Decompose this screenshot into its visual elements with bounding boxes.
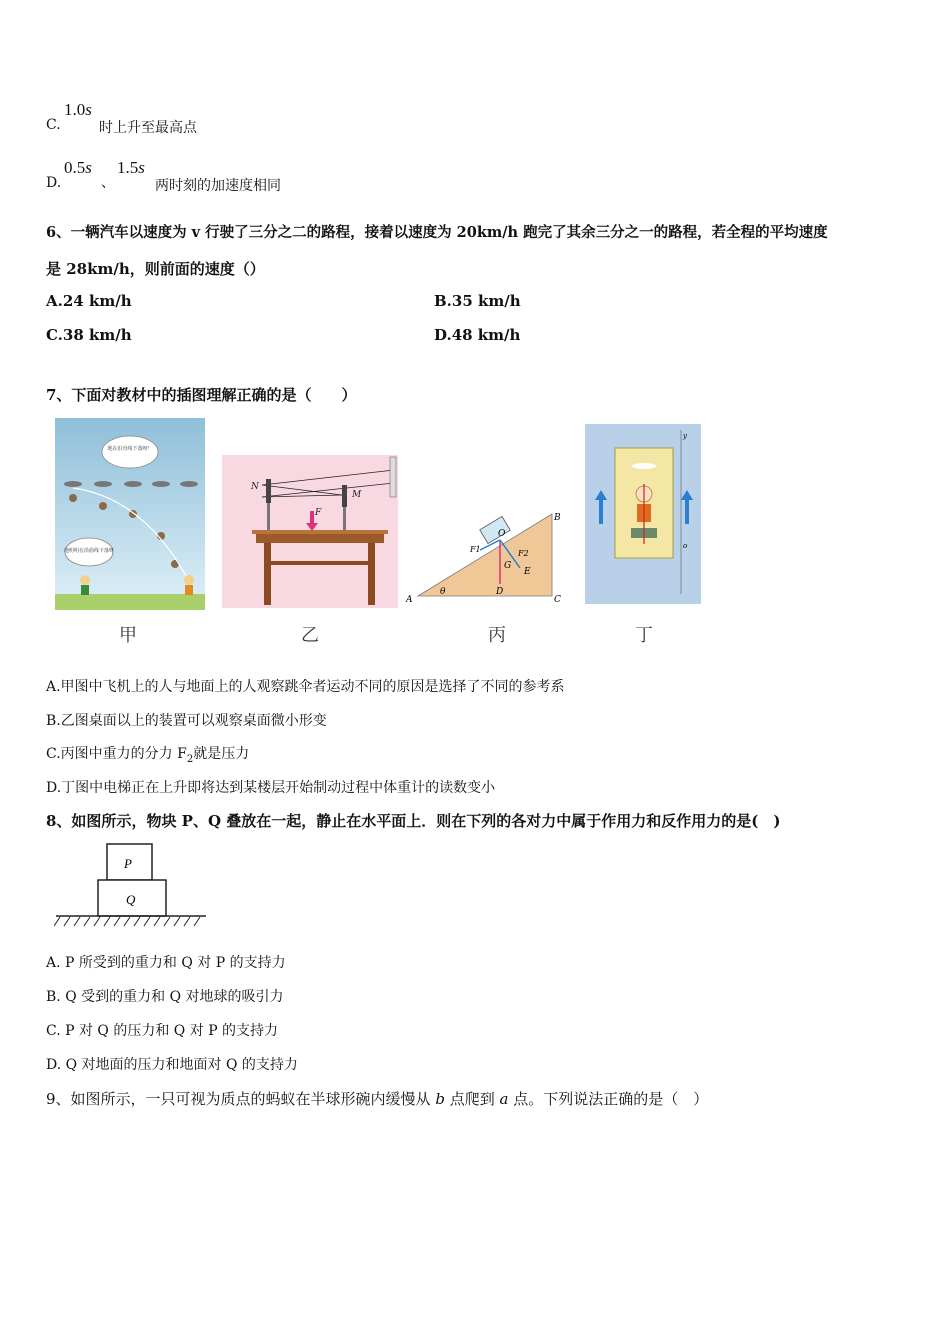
q7-option-b: B.乙图桌面以上的装置可以观察桌面微小形变	[46, 713, 327, 729]
q5-optc-text: 时上升至最高点	[99, 120, 197, 136]
jia-bubble-top: 地在沿直线下落呀！	[107, 446, 153, 452]
q6-stem-line2: 是 28km/h，则前面的速度（）	[46, 260, 265, 278]
caption-jia: 甲	[119, 625, 137, 646]
q5-optd-math1: 0.5s	[64, 158, 92, 177]
bing-label-f2: F2	[518, 549, 529, 558]
q8-option-d: D. Q 对地面的压力和地面对 Q 的支持力	[46, 1057, 298, 1073]
block-q-label: Q	[126, 892, 136, 907]
bing-label-d: D	[496, 587, 504, 597]
q7-stem: 7、下面对教材中的插图理解正确的是（ ）	[46, 386, 357, 404]
figure-bing	[404, 506, 568, 606]
bing-label-f1: F1	[470, 545, 481, 554]
q8-option-b: B. Q 受到的重力和 Q 对地球的吸引力	[46, 989, 284, 1005]
figure-pq-blocks	[54, 840, 208, 932]
figure-jia	[55, 418, 205, 610]
bing-label-o: O	[498, 529, 506, 539]
q5-optd-math2: 1.5s	[117, 158, 145, 177]
caption-bing: 丙	[488, 625, 506, 646]
block-p-label: P	[124, 856, 132, 871]
q8-stem: 8、如图所示，物块 P、Q 叠放在一起，静止在水平面上．则在下列的各对力中属于作用力和反作用力的是( )	[46, 812, 781, 830]
caption-yi: 乙	[301, 625, 319, 646]
q7-option-d: D.丁图中电梯正在上升即将达到某楼层开始制动过程中体重计的读数变小	[46, 780, 496, 796]
bing-label-e: E	[524, 567, 531, 577]
q6-option-a: A.24 km/h	[46, 292, 132, 310]
q6-stem-line1: 6、一辆汽车以速度为 v 行驶了三分之二的路程，接着以速度为 20km/h 跑完了其余三分之一的路程，若全程的平均速度	[46, 224, 828, 241]
q5-optd-text: 两时刻的加速度相同	[155, 178, 281, 194]
q5-optd-sep: 、	[101, 175, 115, 191]
q5-option-d: D.	[46, 175, 62, 191]
q8-option-a: A. P 所受到的重力和 Q 对 P 的支持力	[46, 955, 286, 971]
ding-label-y: y	[683, 432, 687, 440]
ding-label-o: o	[683, 542, 688, 550]
q6-option-d: D.48 km/h	[434, 326, 521, 344]
q8-option-c: C. P 对 Q 的压力和 Q 对 P 的支持力	[46, 1023, 279, 1039]
q7-option-c: C.丙图中重力的分力 $F_2$就是压力	[46, 746, 250, 765]
yi-label-m: M	[352, 490, 362, 500]
option-label: C.	[46, 117, 61, 133]
yi-label-f: F	[315, 508, 322, 518]
figure-ding	[585, 424, 701, 604]
bing-label-c: C	[554, 595, 561, 605]
q6-option-c: C.38 km/h	[46, 326, 132, 344]
caption-ding: 丁	[635, 625, 653, 646]
bing-label-a: A	[406, 595, 413, 605]
q5-option-c	[46, 117, 61, 133]
q5-optc-math: 1.0s	[64, 100, 92, 119]
bing-label-g: G	[504, 561, 512, 571]
yi-label-n: N	[251, 482, 259, 492]
q6-option-b: B.35 km/h	[434, 292, 521, 310]
bing-label-theta: θ	[440, 587, 446, 597]
q9-stem: 9、如图所示，一只可视为质点的蚂蚁在半球形碗内缓慢从 b 点爬到 a 点。下列说法正确的是（ ）	[46, 1090, 709, 1108]
q7-option-a: A.甲图中飞机上的人与地面上的人观察跳伞者运动不同的原因是选择了不同的参考系	[46, 679, 565, 695]
figure-yi	[222, 455, 398, 608]
jia-bubble-bottom: 地明明在沿曲线下落呀	[63, 548, 115, 554]
bing-label-b: B	[554, 513, 561, 523]
